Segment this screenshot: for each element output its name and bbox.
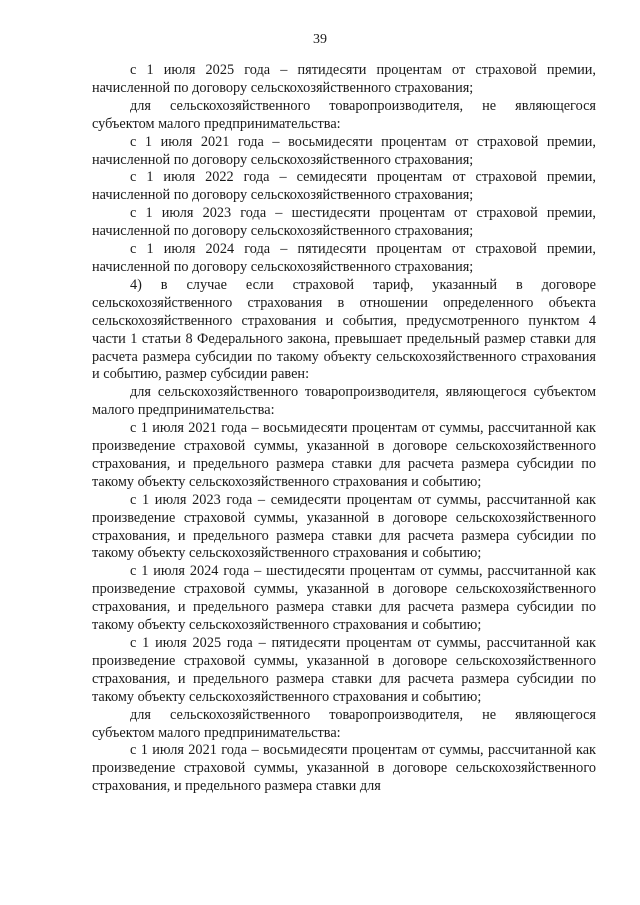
paragraph: с 1 июля 2021 года – восьмидесяти процентам от страховой премии, начисленной по договору сельскохозяйственного страхования; [92, 133, 596, 168]
paragraph: с 1 июля 2023 года – шестидесяти процентам от страховой премии, начисленной по договору сельскохозяйственного страхования; [92, 205, 596, 240]
paragraph: с 1 июля 2024 года – пятидесяти процентам от страховой премии, начисленной по договору сельскохозяйственного страхования; [92, 241, 596, 275]
paragraph: с 1 июля 2024 года – шестидесяти процентам от суммы, рассчитанной как произведение страховой суммы, указанной в договоре сельскохозяйственного страхования, и предельного размера ставки для расчета размера субсидии по такому объекту сельскохозяйственного страхования и событию; [92, 563, 596, 634]
document-body [92, 62, 596, 796]
paragraph: для сельскохозяйственного товаропроизводителя, не являющегося субъектом малого предпринимательства: [92, 97, 596, 132]
paragraph: с 1 июля 2023 года – семидесяти процентам от суммы, рассчитанной как произведение страховой суммы, указанной в договоре сельскохозяйственного страхования, и предельного размера ставки для расчета размера субсидии по такому объекту сельскохозяйственного страхования и событию; [92, 491, 596, 562]
paragraph: с 1 июля 2021 года – восьмидесяти процентам от суммы, рассчитанной как произведение страховой суммы, указанной в договоре сельскохозяйственного страхования, и предельного размера ставки для расчета размера субсидии по такому объекту сельскохозяйственного страхования и событию; [92, 420, 596, 490]
paragraph: с 1 июля 2022 года – семидесяти процентам от страховой премии, начисленной по договору сельскохозяйственного страхования; [92, 169, 596, 204]
page-number: 39 [313, 32, 327, 47]
paragraph: с 1 июля 2021 года – восьмидесяти процентам от суммы, рассчитанной как произведение страховой суммы, указанной в договоре сельскохозяйственного страхования, и предельного размера ставки для [92, 742, 596, 795]
paragraph: 4) в случае если страховой тариф, указанный в договоре сельскохозяйственного страхования в отношении определенного объекта сельскохозяйственного страхования и события, предусмотренного пунктом 4 части 1 статьи 8 Федерального закона, превышает предельный размер ставки для расчета размера субсидии по такому объекту сельскохозяйственного страхования и событию, размер субсидии равен: [92, 276, 596, 383]
paragraph: для сельскохозяйственного товаропроизводителя, не являющегося субъектом малого предпринимательства: [92, 706, 596, 741]
paragraph: с 1 июля 2025 года – пятидесяти процентам от страховой премии, начисленной по договору сельскохозяйственного страхования; [92, 62, 596, 96]
paragraph: с 1 июля 2025 года – пятидесяти процентам от суммы, рассчитанной как произведение страховой суммы, указанной в договоре сельскохозяйственного страхования, и предельного размера ставки для расчета размера субсидии по такому объекту сельскохозяйственного страхования и событию; [92, 635, 596, 705]
paragraph: для сельскохозяйственного товаропроизводителя, являющегося субъектом малого предпринимательства: [92, 384, 596, 419]
